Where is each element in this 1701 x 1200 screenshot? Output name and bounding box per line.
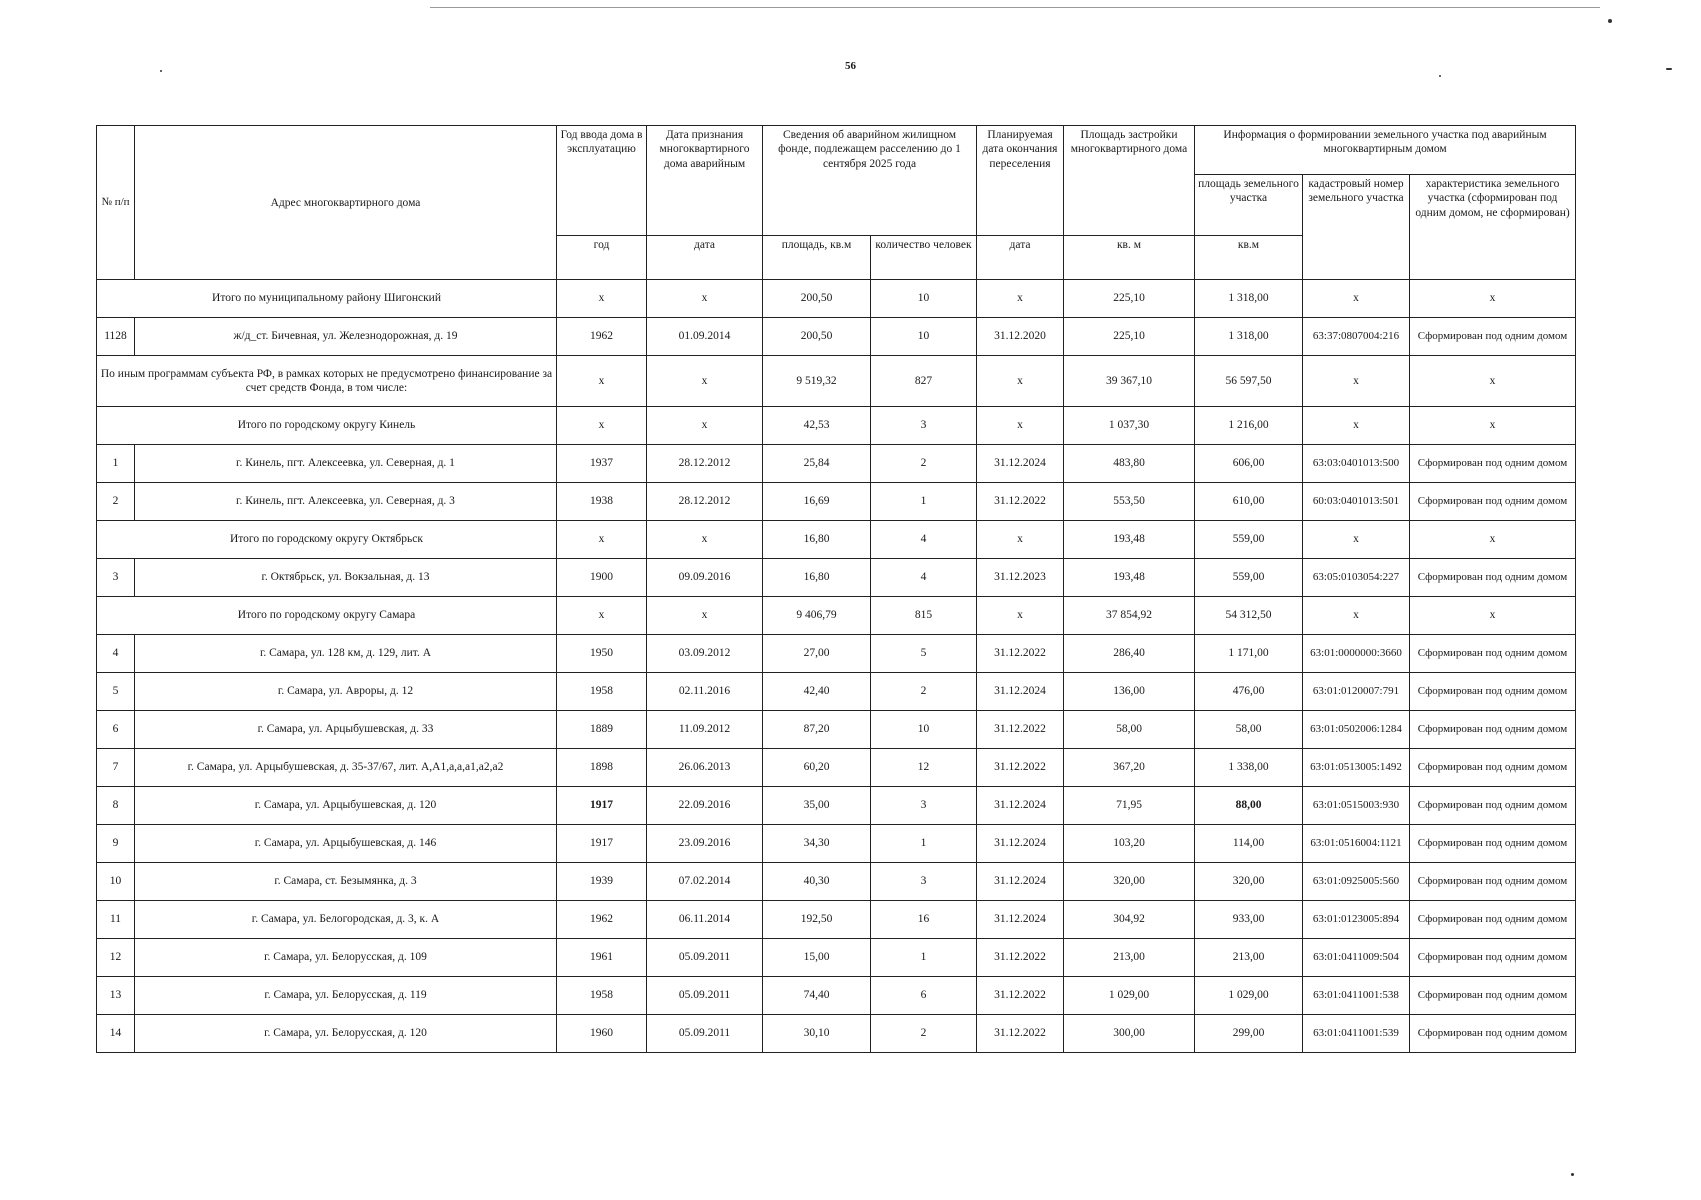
cell-year: 1898 xyxy=(557,749,647,787)
cell-land-char: Сформирован под одним домом xyxy=(1410,939,1576,977)
cell-year: 1889 xyxy=(557,711,647,749)
cell-date: 06.11.2014 xyxy=(647,901,763,939)
summary-row xyxy=(97,356,1576,407)
cell-planned-end: 31.12.2022 xyxy=(977,977,1064,1015)
cell-build-area: 225,10 xyxy=(1064,318,1195,356)
cell-year: 1958 xyxy=(557,673,647,711)
table-row xyxy=(97,863,1576,901)
cell-people: 6 xyxy=(871,977,977,1015)
cell-cadastral: 63:01:0925005:560 xyxy=(1303,863,1410,901)
cell-cadastral: 63:05:0103054:227 xyxy=(1303,559,1410,597)
cell-land-area: 933,00 xyxy=(1195,901,1303,939)
cell-planned-end: x xyxy=(977,280,1064,318)
cell-cadastral: 63:01:0411009:504 xyxy=(1303,939,1410,977)
cell-land-char: Сформирован под одним домом xyxy=(1410,559,1576,597)
cell-land-char: Сформирован под одним домом xyxy=(1410,1015,1576,1053)
cell-num: 6 xyxy=(97,711,135,749)
cell-build-area: 71,95 xyxy=(1064,787,1195,825)
cell-area: 16,80 xyxy=(763,521,871,559)
cell-area: 40,30 xyxy=(763,863,871,901)
cell-planned-end: 31.12.2024 xyxy=(977,673,1064,711)
table-row xyxy=(97,318,1576,356)
cell-build-area: 39 367,10 xyxy=(1064,356,1195,407)
cell-date: 05.09.2011 xyxy=(647,977,763,1015)
scan-speck xyxy=(1571,1173,1574,1176)
cell-year: 1939 xyxy=(557,863,647,901)
cell-area: 60,20 xyxy=(763,749,871,787)
cell-build-area: 286,40 xyxy=(1064,635,1195,673)
cell-build-area: 193,48 xyxy=(1064,559,1195,597)
cell-people: 2 xyxy=(871,1015,977,1053)
table-row xyxy=(97,673,1576,711)
cell-cadastral: x xyxy=(1303,521,1410,559)
cell-year: x xyxy=(557,280,647,318)
cell-people: 10 xyxy=(871,280,977,318)
cell-land-area: 610,00 xyxy=(1195,483,1303,521)
cell-area: 42,53 xyxy=(763,407,871,445)
cell-num: 5 xyxy=(97,673,135,711)
cell-area: 35,00 xyxy=(763,787,871,825)
cell-cadastral: 63:01:0513005:1492 xyxy=(1303,749,1410,787)
scan-speck xyxy=(160,70,162,72)
cell-people: 4 xyxy=(871,521,977,559)
cell-date: 28.12.2012 xyxy=(647,483,763,521)
cell-cadastral: 63:01:0516004:1121 xyxy=(1303,825,1410,863)
cell-land-area: 299,00 xyxy=(1195,1015,1303,1053)
cell-land-char: Сформирован под одним домом xyxy=(1410,445,1576,483)
unit-land-sqm: кв.м xyxy=(1195,236,1303,280)
cell-land-area: 559,00 xyxy=(1195,521,1303,559)
cell-people: 10 xyxy=(871,711,977,749)
cell-cadastral: 63:01:0502006:1284 xyxy=(1303,711,1410,749)
table-row xyxy=(97,787,1576,825)
cell-cadastral: x xyxy=(1303,356,1410,407)
cell-date: x xyxy=(647,597,763,635)
cell-area: 15,00 xyxy=(763,939,871,977)
cell-planned-end: x xyxy=(977,356,1064,407)
cell-cadastral: 63:01:0123005:894 xyxy=(1303,901,1410,939)
cell-planned-end: 31.12.2024 xyxy=(977,863,1064,901)
cell-build-area: 225,10 xyxy=(1064,280,1195,318)
row-label: По иным программам субъекта РФ, в рамках которых не предусмотрено финансирование за счет средств Фонда, в том числе: xyxy=(97,356,557,407)
cell-num: 9 xyxy=(97,825,135,863)
unit-date: дата xyxy=(647,236,763,280)
scan-border-line xyxy=(430,7,1600,8)
cell-build-area: 213,00 xyxy=(1064,939,1195,977)
cell-planned-end: x xyxy=(977,407,1064,445)
cell-land-area: 476,00 xyxy=(1195,673,1303,711)
cell-land-char: x xyxy=(1410,521,1576,559)
cell-land-char: Сформирован под одним домом xyxy=(1410,901,1576,939)
table-row xyxy=(97,749,1576,787)
table-body xyxy=(97,280,1576,1053)
cell-land-area: 1 318,00 xyxy=(1195,280,1303,318)
cell-land-char: x xyxy=(1410,597,1576,635)
cell-date: 01.09.2014 xyxy=(647,318,763,356)
cell-land-char: Сформирован под одним домом xyxy=(1410,483,1576,521)
cell-year: x xyxy=(557,407,647,445)
cell-people: 3 xyxy=(871,863,977,901)
cell-date: 09.09.2016 xyxy=(647,559,763,597)
cell-address: г. Самара, ул. Белорусская, д. 109 xyxy=(135,939,557,977)
cell-land-area: 56 597,50 xyxy=(1195,356,1303,407)
cell-date: x xyxy=(647,407,763,445)
cell-address: г. Кинель, пгт. Алексеевка, ул. Северная, д. 3 xyxy=(135,483,557,521)
cell-land-char: x xyxy=(1410,280,1576,318)
cell-planned-end: x xyxy=(977,597,1064,635)
cell-year: 1937 xyxy=(557,445,647,483)
cell-num: 12 xyxy=(97,939,135,977)
cell-people: 3 xyxy=(871,407,977,445)
table-row xyxy=(97,559,1576,597)
cell-num: 3 xyxy=(97,559,135,597)
cell-planned-end: x xyxy=(977,521,1064,559)
cell-year: 1917 xyxy=(557,825,647,863)
cell-year: x xyxy=(557,597,647,635)
emergency-housing-table xyxy=(96,125,1576,1053)
cell-area: 9 406,79 xyxy=(763,597,871,635)
cell-land-char: Сформирован под одним домом xyxy=(1410,825,1576,863)
cell-date: 26.06.2013 xyxy=(647,749,763,787)
cell-planned-end: 31.12.2022 xyxy=(977,749,1064,787)
cell-planned-end: 31.12.2022 xyxy=(977,635,1064,673)
cell-land-area: 114,00 xyxy=(1195,825,1303,863)
cell-year: 1961 xyxy=(557,939,647,977)
cell-num: 10 xyxy=(97,863,135,901)
cell-build-area: 304,92 xyxy=(1064,901,1195,939)
row-label: Итого по городскому округу Кинель xyxy=(97,407,557,445)
cell-cadastral: 60:03:0401013:501 xyxy=(1303,483,1410,521)
header-date-emergency: Дата признания многоквартирного дома аварийным xyxy=(647,126,763,236)
cell-area: 192,50 xyxy=(763,901,871,939)
cell-num: 4 xyxy=(97,635,135,673)
cell-date: 02.11.2016 xyxy=(647,673,763,711)
cell-people: 12 xyxy=(871,749,977,787)
cell-build-area: 136,00 xyxy=(1064,673,1195,711)
cell-build-area: 483,80 xyxy=(1064,445,1195,483)
unit-date-end: дата xyxy=(977,236,1064,280)
cell-num: 14 xyxy=(97,1015,135,1053)
cell-area: 16,80 xyxy=(763,559,871,597)
header-land-info: Информация о формировании земельного участка под аварийным многоквартирным домом xyxy=(1195,126,1576,175)
cell-year: x xyxy=(557,356,647,407)
row-label: Итого по городскому округу Самара xyxy=(97,597,557,635)
cell-people: 2 xyxy=(871,445,977,483)
cell-planned-end: 31.12.2024 xyxy=(977,445,1064,483)
cell-cadastral: 63:03:0401013:500 xyxy=(1303,445,1410,483)
cell-people: 827 xyxy=(871,356,977,407)
cell-area: 200,50 xyxy=(763,280,871,318)
cell-land-area: 54 312,50 xyxy=(1195,597,1303,635)
table-row xyxy=(97,483,1576,521)
header-emergency-info: Сведения об аварийном жилищном фонде, подлежащем расселению до 1 сентября 2025 года xyxy=(763,126,977,236)
cell-land-area: 1 216,00 xyxy=(1195,407,1303,445)
header-build-area: Площадь застройки многоквартирного дома xyxy=(1064,126,1195,236)
cell-date: 23.09.2016 xyxy=(647,825,763,863)
cell-address: г. Самара, ул. Авроры, д. 12 xyxy=(135,673,557,711)
header-num: № п/п xyxy=(97,126,135,280)
cell-land-char: Сформирован под одним домом xyxy=(1410,673,1576,711)
cell-area: 30,10 xyxy=(763,1015,871,1053)
cell-cadastral: 63:01:0000000:3660 xyxy=(1303,635,1410,673)
cell-num: 2 xyxy=(97,483,135,521)
header-land-char: характеристика земельного участка (сформирован под одним домом, не сформирован) xyxy=(1410,175,1576,280)
cell-year: 1958 xyxy=(557,977,647,1015)
header-cadastral: кадастровый номер земельного участка xyxy=(1303,175,1410,280)
row-label: Итого по городскому округу Октябрьск xyxy=(97,521,557,559)
cell-planned-end: 31.12.2022 xyxy=(977,939,1064,977)
header-land-area: площадь земельного участка xyxy=(1195,175,1303,236)
cell-date: 28.12.2012 xyxy=(647,445,763,483)
cell-people: 5 xyxy=(871,635,977,673)
cell-address: г. Самара, ул. 128 км, д. 129, лит. А xyxy=(135,635,557,673)
cell-year: 1962 xyxy=(557,901,647,939)
cell-people: 3 xyxy=(871,787,977,825)
cell-planned-end: 31.12.2022 xyxy=(977,711,1064,749)
cell-area: 16,69 xyxy=(763,483,871,521)
cell-cadastral: 63:01:0411001:538 xyxy=(1303,977,1410,1015)
cell-land-area: 1 318,00 xyxy=(1195,318,1303,356)
cell-land-char: Сформирован под одним домом xyxy=(1410,749,1576,787)
scan-speck xyxy=(1666,68,1672,70)
table-row xyxy=(97,711,1576,749)
table-row xyxy=(97,1015,1576,1053)
table-row xyxy=(97,635,1576,673)
cell-year: 1962 xyxy=(557,318,647,356)
cell-address: ж/д_ст. Бичевная, ул. Железнодорожная, д. 19 xyxy=(135,318,557,356)
summary-row xyxy=(97,521,1576,559)
cell-year: x xyxy=(557,521,647,559)
cell-date: 22.09.2016 xyxy=(647,787,763,825)
cell-people: 815 xyxy=(871,597,977,635)
summary-row xyxy=(97,280,1576,318)
cell-land-area: 213,00 xyxy=(1195,939,1303,977)
cell-planned-end: 31.12.2024 xyxy=(977,901,1064,939)
unit-area: площадь, кв.м xyxy=(763,236,871,280)
table-row xyxy=(97,939,1576,977)
cell-people: 16 xyxy=(871,901,977,939)
header-year-built: Год ввода дома в эксплуатацию xyxy=(557,126,647,236)
cell-num: 13 xyxy=(97,977,135,1015)
cell-build-area: 367,20 xyxy=(1064,749,1195,787)
cell-date: x xyxy=(647,280,763,318)
cell-area: 74,40 xyxy=(763,977,871,1015)
table-row xyxy=(97,825,1576,863)
cell-planned-end: 31.12.2023 xyxy=(977,559,1064,597)
cell-date: 05.09.2011 xyxy=(647,939,763,977)
page-number: 56 xyxy=(845,60,856,72)
cell-num: 1 xyxy=(97,445,135,483)
cell-build-area: 37 854,92 xyxy=(1064,597,1195,635)
cell-cadastral: x xyxy=(1303,407,1410,445)
cell-area: 9 519,32 xyxy=(763,356,871,407)
cell-area: 87,20 xyxy=(763,711,871,749)
cell-people: 2 xyxy=(871,673,977,711)
cell-land-char: Сформирован под одним домом xyxy=(1410,635,1576,673)
cell-build-area: 193,48 xyxy=(1064,521,1195,559)
summary-row xyxy=(97,407,1576,445)
cell-address: г. Октябрьск, ул. Вокзальная, д. 13 xyxy=(135,559,557,597)
unit-build-sqm: кв. м xyxy=(1064,236,1195,280)
header-address: Адрес многоквартирного дома xyxy=(135,126,557,280)
cell-build-area: 1 037,30 xyxy=(1064,407,1195,445)
cell-build-area: 300,00 xyxy=(1064,1015,1195,1053)
cell-land-char: x xyxy=(1410,356,1576,407)
cell-date: 05.09.2011 xyxy=(647,1015,763,1053)
cell-num: 8 xyxy=(97,787,135,825)
cell-cadastral: 63:01:0515003:930 xyxy=(1303,787,1410,825)
cell-year: 1950 xyxy=(557,635,647,673)
cell-address: г. Кинель, пгт. Алексеевка, ул. Северная, д. 1 xyxy=(135,445,557,483)
cell-planned-end: 31.12.2020 xyxy=(977,318,1064,356)
cell-num: 1128 xyxy=(97,318,135,356)
cell-land-char: Сформирован под одним домом xyxy=(1410,977,1576,1015)
scan-speck xyxy=(1439,75,1441,77)
cell-people: 1 xyxy=(871,483,977,521)
scan-speck xyxy=(1608,19,1612,23)
cell-date: x xyxy=(647,521,763,559)
cell-land-char: Сформирован под одним домом xyxy=(1410,863,1576,901)
cell-address: г. Самара, ул. Белогородская, д. 3, к. А xyxy=(135,901,557,939)
cell-address: г. Самара, ул. Арцыбушевская, д. 120 xyxy=(135,787,557,825)
cell-year: 1917 xyxy=(557,787,647,825)
cell-year: 1900 xyxy=(557,559,647,597)
cell-area: 27,00 xyxy=(763,635,871,673)
cell-year: 1938 xyxy=(557,483,647,521)
cell-cadastral: 63:37:0807004:216 xyxy=(1303,318,1410,356)
cell-address: г. Самара, ул. Белорусская, д. 119 xyxy=(135,977,557,1015)
cell-land-area: 1 171,00 xyxy=(1195,635,1303,673)
table-row xyxy=(97,901,1576,939)
cell-area: 42,40 xyxy=(763,673,871,711)
cell-address: г. Самара, ул. Арцыбушевская, д. 33 xyxy=(135,711,557,749)
cell-build-area: 103,20 xyxy=(1064,825,1195,863)
cell-land-area: 1 338,00 xyxy=(1195,749,1303,787)
row-label: Итого по муниципальному району Шигонский xyxy=(97,280,557,318)
cell-planned-end: 31.12.2024 xyxy=(977,825,1064,863)
cell-num: 7 xyxy=(97,749,135,787)
cell-land-char: Сформирован под одним домом xyxy=(1410,318,1576,356)
cell-planned-end: 31.12.2024 xyxy=(977,787,1064,825)
cell-area: 25,84 xyxy=(763,445,871,483)
cell-cadastral: 63:01:0411001:539 xyxy=(1303,1015,1410,1053)
cell-land-area: 88,00 xyxy=(1195,787,1303,825)
cell-people: 1 xyxy=(871,825,977,863)
cell-cadastral: 63:01:0120007:791 xyxy=(1303,673,1410,711)
header-planned-end: Планируемая дата окончания переселения xyxy=(977,126,1064,236)
cell-land-char: Сформирован под одним домом xyxy=(1410,787,1576,825)
cell-land-area: 320,00 xyxy=(1195,863,1303,901)
cell-land-area: 58,00 xyxy=(1195,711,1303,749)
cell-build-area: 1 029,00 xyxy=(1064,977,1195,1015)
cell-area: 34,30 xyxy=(763,825,871,863)
cell-build-area: 553,50 xyxy=(1064,483,1195,521)
unit-people: количество человек xyxy=(871,236,977,280)
cell-planned-end: 31.12.2022 xyxy=(977,1015,1064,1053)
cell-cadastral: x xyxy=(1303,597,1410,635)
cell-address: г. Самара, ул. Белорусская, д. 120 xyxy=(135,1015,557,1053)
cell-planned-end: 31.12.2022 xyxy=(977,483,1064,521)
table-row xyxy=(97,445,1576,483)
summary-row xyxy=(97,597,1576,635)
cell-people: 1 xyxy=(871,939,977,977)
cell-land-area: 606,00 xyxy=(1195,445,1303,483)
cell-build-area: 58,00 xyxy=(1064,711,1195,749)
cell-people: 10 xyxy=(871,318,977,356)
cell-land-area: 559,00 xyxy=(1195,559,1303,597)
cell-address: г. Самара, ст. Безымянка, д. 3 xyxy=(135,863,557,901)
cell-area: 200,50 xyxy=(763,318,871,356)
cell-cadastral: x xyxy=(1303,280,1410,318)
cell-date: 07.02.2014 xyxy=(647,863,763,901)
cell-land-char: Сформирован под одним домом xyxy=(1410,711,1576,749)
unit-year: год xyxy=(557,236,647,280)
cell-date: 11.09.2012 xyxy=(647,711,763,749)
cell-address: г. Самара, ул. Арцыбушевская, д. 35-37/67, лит. А,А1,а,а,а1,а2,а2 xyxy=(135,749,557,787)
cell-land-area: 1 029,00 xyxy=(1195,977,1303,1015)
cell-date: 03.09.2012 xyxy=(647,635,763,673)
cell-num: 11 xyxy=(97,901,135,939)
table-row xyxy=(97,977,1576,1015)
cell-year: 1960 xyxy=(557,1015,647,1053)
cell-people: 4 xyxy=(871,559,977,597)
cell-build-area: 320,00 xyxy=(1064,863,1195,901)
cell-land-char: x xyxy=(1410,407,1576,445)
cell-address: г. Самара, ул. Арцыбушевская, д. 146 xyxy=(135,825,557,863)
cell-date: x xyxy=(647,356,763,407)
